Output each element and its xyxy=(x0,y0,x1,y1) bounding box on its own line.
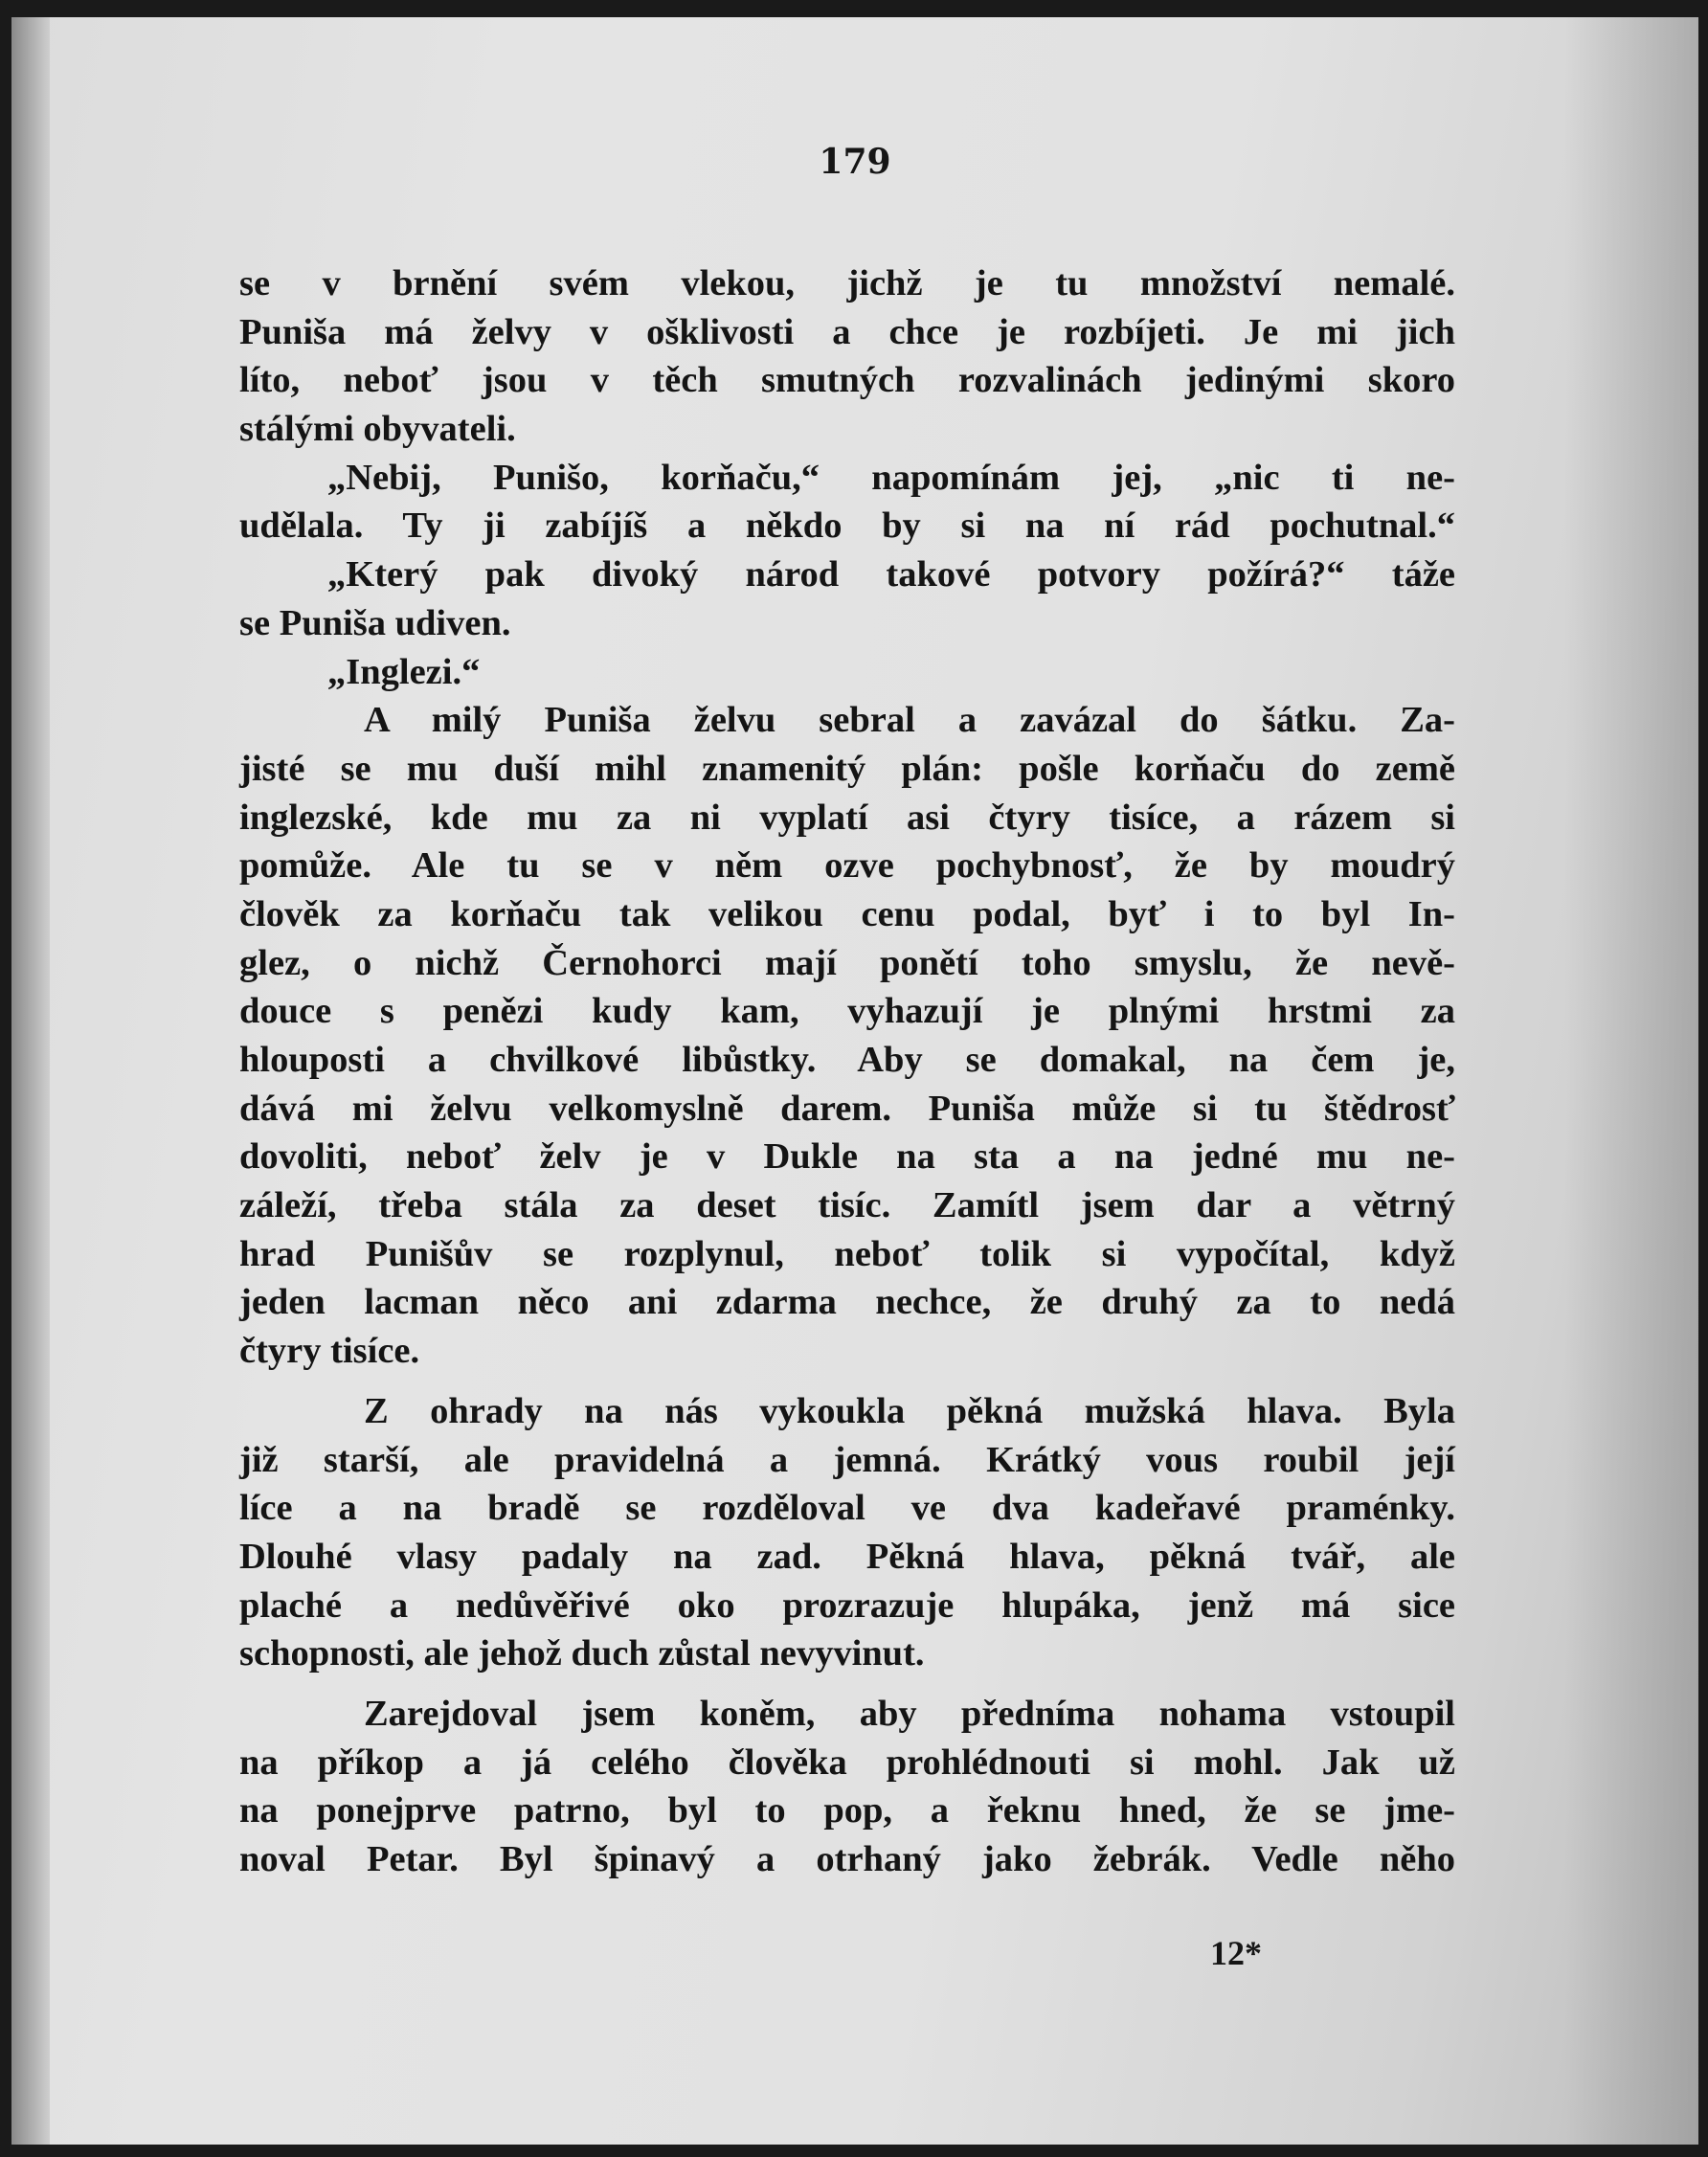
text-line: na příkop a já celého člověka prohlédnouti si mohl. Jak už xyxy=(239,1741,1455,1783)
text-line: se v brnění svém vlekou, jichž je tu množství nemalé. xyxy=(239,263,1455,303)
text-line: záleží, třeba stála za deset tisíc. Zamítl jsem dar a větrný xyxy=(239,1185,1455,1226)
text-line: Zarejdoval jsem koněm, aby předníma nohama vstoupil xyxy=(364,1693,1455,1734)
text-line: „Který pak divoký národ takové potvory požírá?“ táže xyxy=(327,554,1455,595)
text-line: inglezské, kde mu za ni vyplatí asi čtyry tisíce, a rázem si xyxy=(239,797,1455,838)
text-line: na ponejprve patrno, byl to pop, a řeknu hned, že se jme- xyxy=(239,1790,1455,1831)
text-line: glez, o nichž Černohorci mají ponětí toho smyslu, že nevě- xyxy=(239,942,1455,983)
text-line: čtyry tisíce. xyxy=(239,1331,420,1372)
text-line: plaché a nedůvěřivé oko prozrazuje hlupáka, jenž má sice xyxy=(239,1584,1455,1626)
text-line: jeden lacman něco ani zdarma nechce, že druhý za to nedá xyxy=(239,1282,1455,1323)
text-line: Z ohrady na nás vykoukla pěkná mužská hlava. Byla xyxy=(364,1390,1455,1431)
text-line: stálými obyvateli. xyxy=(239,409,516,450)
text-line: A milý Puniša želvu sebral a zavázal do šátku. Za- xyxy=(364,700,1455,741)
body-text xyxy=(239,259,1455,1884)
text-line: se Puniša udiven. xyxy=(239,602,511,643)
text-line: již starší, ale pravidelná a jemná. Krátký vous roubil její xyxy=(239,1439,1455,1480)
text-line: hlouposti a chvilkové libůstky. Aby se domakal, na čem je, xyxy=(239,1040,1455,1080)
text-line: Puniša má želvy v ošklivosti a chce je rozbíjeti. Je mi jich xyxy=(239,311,1455,352)
text-line: douce s penězi kudy kam, vyhazují je plnými hrstmi za xyxy=(239,991,1455,1032)
text-line: noval Petar. Byl špinavý a otrhaný jako žebrák. Vedle něho xyxy=(239,1839,1455,1879)
book-page xyxy=(11,17,1698,2145)
text-line: člověk za korňaču tak velikou cenu podal, byť i to byl In- xyxy=(239,893,1455,934)
text-line: jisté se mu duší mihl znamenitý plán: pošle korňaču do země xyxy=(239,748,1455,789)
text-line: líto, neboť jsou v těch smutných rozvalinách jedinými skoro xyxy=(239,360,1455,401)
text-line: „Inglezi.“ xyxy=(327,651,481,692)
text-line: Dlouhé vlasy padaly na zad. Pěkná hlava, pěkná tvář, ale xyxy=(239,1536,1455,1577)
signature-mark: 12* xyxy=(1210,1934,1262,1972)
page-number: 179 xyxy=(819,142,891,182)
text-line: dává mi želvu velkomyslně darem. Puniša může si tu štědrosť xyxy=(239,1088,1455,1129)
text-line: dovoliti, neboť želv je v Dukle na sta a na jedné mu ne- xyxy=(239,1136,1455,1178)
text-line: pomůže. Ale tu se v něm ozve pochybnosť, že by moudrý xyxy=(239,845,1455,887)
text-line: líce a na bradě se rozděloval ve dva kadeřavé praménky. xyxy=(239,1488,1455,1529)
text-line: „Nebij, Punišo, korňaču,“ napomínám jej, „nic ti ne- xyxy=(327,457,1455,498)
text-line: hrad Punišův se rozplynul, neboť tolik si vypočítal, když xyxy=(239,1233,1455,1274)
text-line: udělala. Ty ji zabíjíš a někdo by si na ní rád pochutnal.“ xyxy=(239,506,1455,547)
text-line: schopnosti, ale jehož duch zůstal nevyvinut. xyxy=(239,1633,925,1674)
